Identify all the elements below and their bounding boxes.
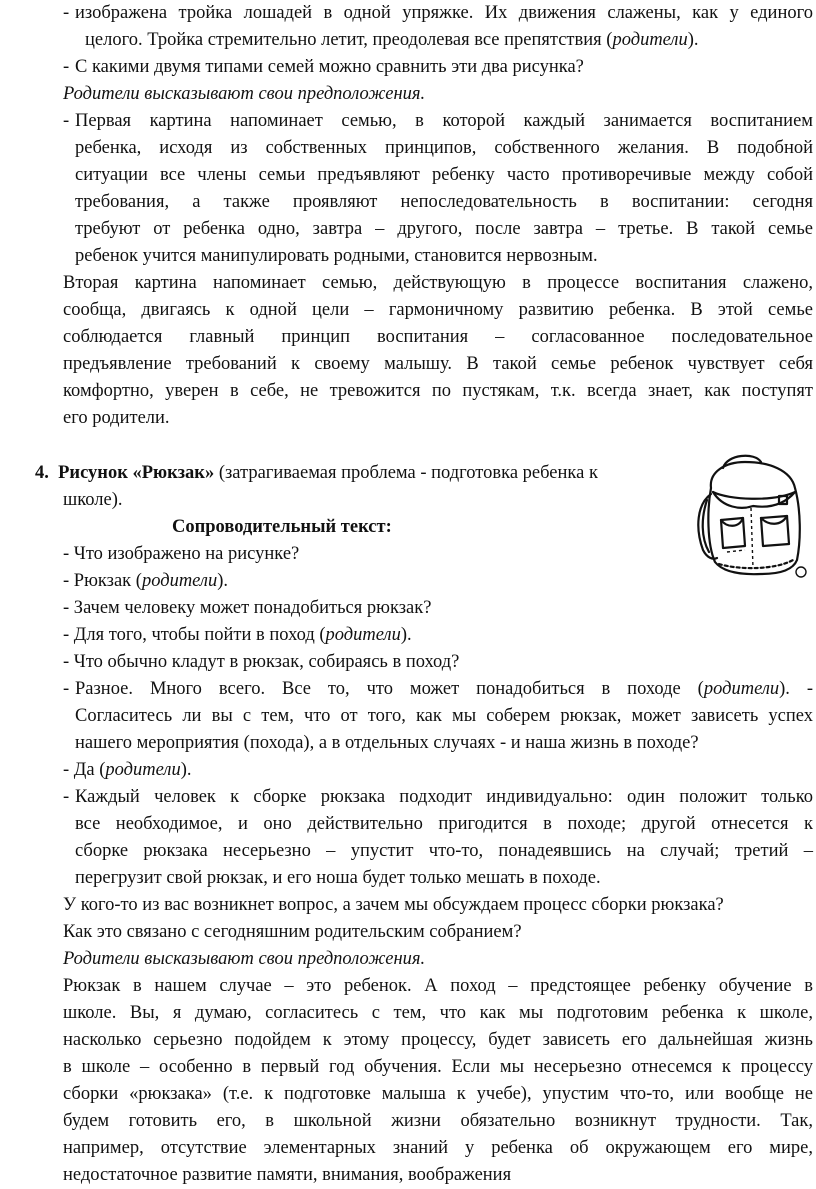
paragraph-line: его родители. [63,408,170,428]
paragraph-line: предъявление требований к своему малышу. В такой семье ребенок чувствует себя [63,354,813,374]
paragraph-line: целого. Тройка стремительно летит, преодолевая все препятствия (родители). [85,30,699,50]
backpack-illustration [683,448,813,588]
list-dash: - [63,57,70,77]
paragraph-line: У кого-то из вас возникнет вопрос, а зачем мы обсуждаем процесс сборки рюкзака? [63,895,724,915]
paragraph-line: сборке рюкзака несерьезно – упустит что-то, понадеявшись на случай; третий – [75,841,813,861]
paragraph-line: недостаточное развитие памяти, внимания, воображения [63,1165,512,1185]
paragraph-line: изображена тройка лошадей в одной упряжке. Их движения слажены, как у единого [75,3,813,23]
italic-note: Родители высказывают свои предположения. [63,949,426,969]
paragraph-line: сообща, двигаясь к одной цели – гармоничному развитию ребенка. В этой семье [63,300,813,320]
paragraph-line: все необходимое, и оно действительно пригодится в походе; другой отнесется к [75,814,813,834]
dialog-line: нашего мероприятия (похода), а в отдельных случаях - и наша жизнь в походе? [75,733,699,753]
paragraph-line: насколько серьезно подойдем к этому процессу, будет зависеть его дальнейшая жизнь [63,1030,813,1050]
paragraph-line: в школе – особенно в первый год обучения. Если мы несерьезно отнесемся к процессу [63,1057,813,1077]
dialog-line: - Да (родители). [63,760,192,780]
list-dash: - [63,111,70,131]
paragraph-line: Первая картина напоминает семью, в которой каждый занимается воспитанием [75,111,813,131]
paragraph-line: перегрузит свой рюкзак, и его ноша будет только мешать в походе. [75,868,601,888]
dialog-line: - Для того, чтобы пойти в поход (родители). [63,625,412,645]
subheading: Сопроводительный текст: [172,517,392,537]
list-dash: - [63,679,70,699]
paragraph-line: Как это связано с сегодняшним родительским собранием? [63,922,522,942]
paragraph-line: Вторая картина напоминает семью, действующую в процессе воспитания слажено, [63,273,813,293]
paragraph-line: школе. Вы, я думаю, согласитесь с тем, что как мы подготовим ребенка к школе, [63,1003,813,1023]
dialog-line: - Что изображено на рисунке? [63,544,300,564]
list-dash: - [63,787,70,807]
paragraph-line: Рюкзак в нашем случае – это ребенок. А поход – предстоящее ребенку обучение в [63,976,813,996]
paragraph-line: требуют от ребенка одно, завтра – другого, после завтра – третье. В такой семье [75,219,813,239]
dialog-line: - Что обычно кладут в рюкзак, собираясь в поход? [63,652,460,672]
list-dash: - [63,3,70,23]
paragraph-line: ребенок учится манипулировать родными, становится нервозным. [75,246,598,266]
question: С какими двумя типами семей можно сравнить эти два рисунка? [75,57,584,77]
dialog-line: - Рюкзак (родители). [63,571,229,591]
section-heading-cont: школе). [63,490,123,510]
paragraph-line: будем готовить его, в школьной жизни обязательно возникнут трудности. Так, [63,1111,813,1131]
paragraph-line: сборки «рюкзака» (т.е. к подготовке малыша к учебе), упустим что-то, или вообще не [63,1084,813,1104]
paragraph-line: соблюдается главный принцип воспитания – согласованное последовательное [63,327,813,347]
italic-note: Родители высказывают свои предположения. [63,84,426,104]
paragraph-line: ситуации все члены семьи предъявляют ребенку часто противоречивые между собой [75,165,813,185]
dialog-line: Разное. Много всего. Все то, что может понадобиться в походе (родители). - [75,679,814,699]
paragraph-line: например, отсутствие элементарных знаний у ребенка об окружающем его мире, [63,1138,813,1158]
section-heading: 4. Рисунок «Рюкзак» (затрагиваемая проблема - подготовка ребенка к [35,463,598,483]
paragraph-line: требования, а также проявляют непоследовательность в воспитании: сегодня [75,192,813,212]
dialog-line: - Зачем человеку может понадобиться рюкзак? [63,598,432,618]
dialog-line: Согласитесь ли вы с тем, что от того, как мы соберем рюкзак, может зависеть успех [75,706,813,726]
paragraph-line: ребенка, исходя из собственных принципов, собственного желания. В подобной [75,138,813,158]
paragraph-line: комфортно, уверен в себе, не тревожится по пустякам, т.к. всегда знает, как поступят [63,381,813,401]
paragraph-line: Каждый человек к сборке рюкзака подходит индивидуально: один положит только [75,787,813,807]
